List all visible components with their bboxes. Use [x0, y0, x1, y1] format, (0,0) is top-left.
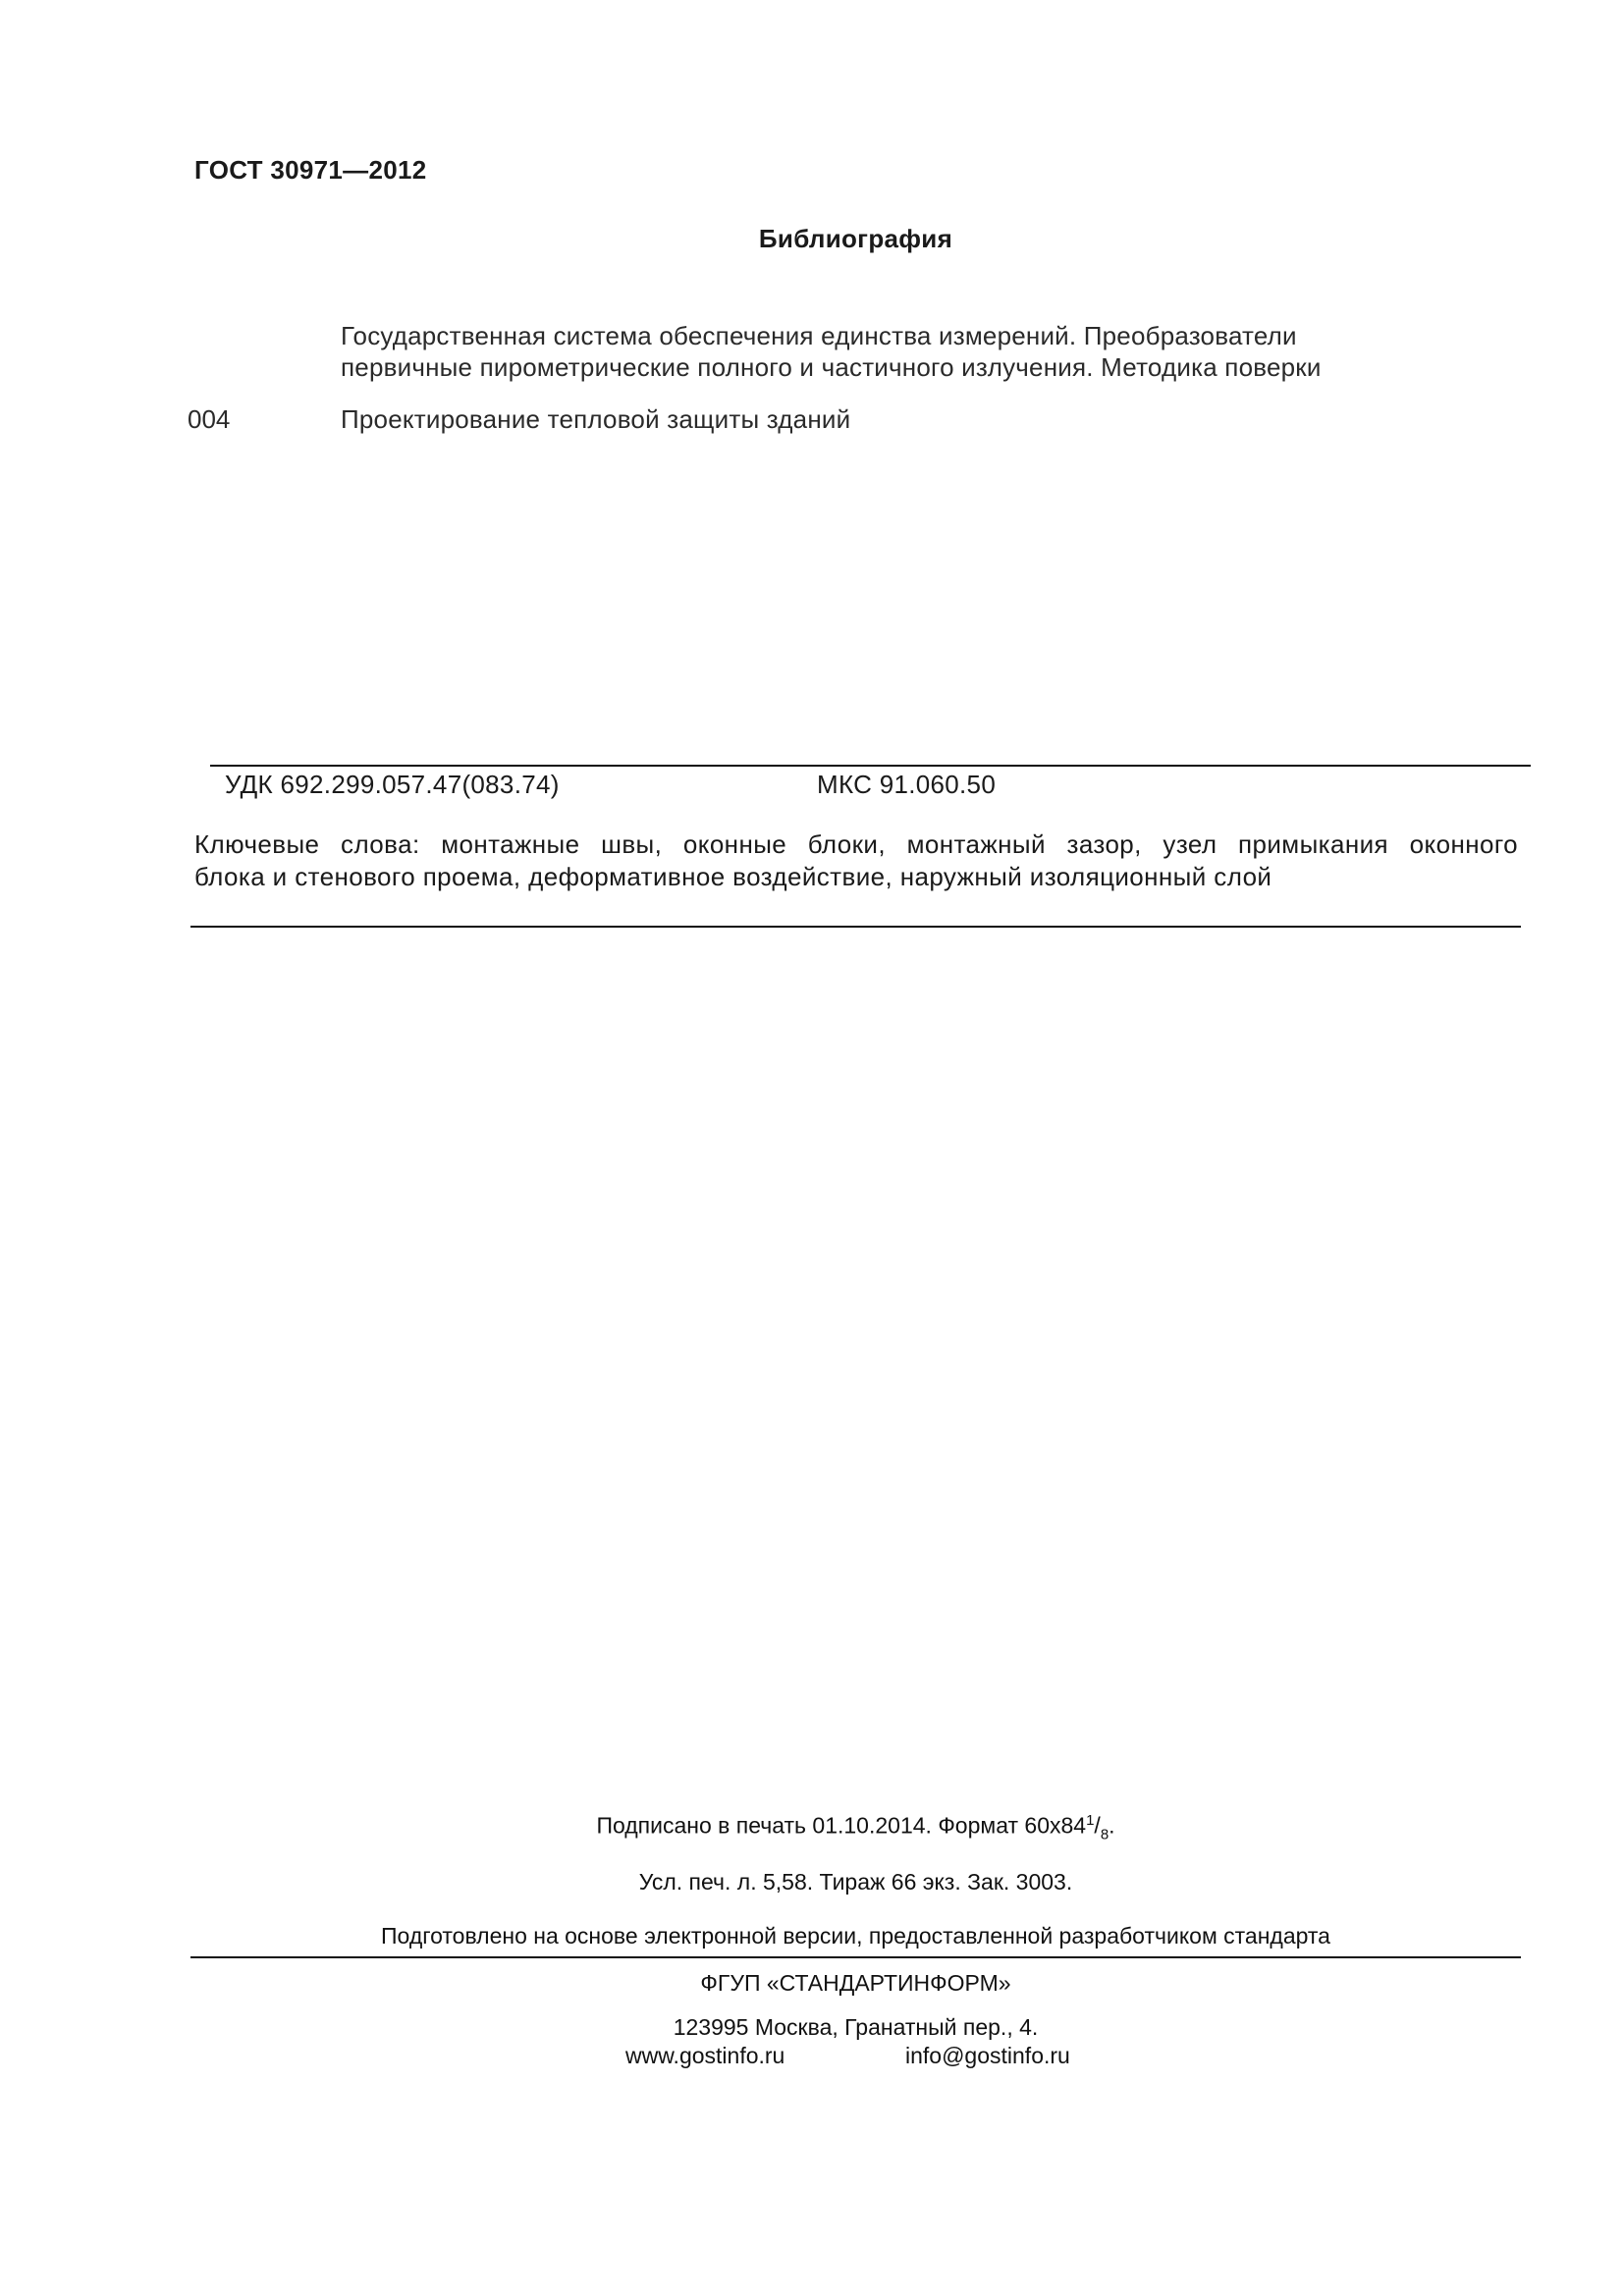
imprint-print-info: Усл. печ. л. 5,58. Тираж 66 экз. Зак. 3003. [638, 1869, 1073, 1895]
publisher-email[interactable]: info@gostinfo.ru [905, 2043, 1070, 2068]
classification-top-rule [210, 765, 1531, 767]
publisher-website[interactable]: www.gostinfo.ru [625, 2043, 785, 2068]
imprint-rule [190, 1956, 1521, 1958]
bibliography-title: Библиография [758, 224, 953, 253]
imprint-signed-text: Подписано в печать 01.10.2014. Формат 60x84 [596, 1812, 1087, 1839]
format-fraction-denominator: 8 [1100, 1826, 1109, 1843]
bibliography-entry-1-line-2: первичные пирометрические полного и частичного излучения. Методика поверки [341, 352, 1322, 382]
bibliography-entry-1-line-1: Государственная система обеспечения единства измерений. Преобразователи [341, 321, 1297, 350]
keywords-line-1: Ключевые слова: монтажные швы, оконные блоки, монтажный зазор, узел примыкания оконного [194, 829, 1518, 859]
publisher-name: ФГУП «СТАНДАРТИНФОРМ» [700, 1970, 1011, 1996]
keywords-line-2: блока и стенового проема, деформативное воздействие, наружный изоляционный слой [194, 862, 1272, 891]
format-fraction-numerator: 1 [1086, 1812, 1095, 1829]
document-id: ГОСТ 30971—2012 [194, 155, 427, 185]
imprint-signed-suffix: . [1109, 1812, 1115, 1839]
udk-code: УДК 692.299.057.47(083.74) [225, 770, 560, 799]
keywords-bottom-rule [190, 926, 1521, 928]
keywords-block [194, 828, 1518, 893]
imprint-signed: Подписано в печать 01.10.2014. Формат $60x84^1/_8$. [596, 1812, 1115, 1843]
mks-code: МКС 91.060.50 [817, 770, 997, 799]
imprint-prepared: Подготовлено на основе электронной версии, предоставленной разработчиком стандарта [381, 1923, 1330, 1949]
bibliography-entry-2-line-1: Проектирование тепловой защиты зданий [341, 404, 851, 434]
bibliography-entry-2-number: 004 [188, 404, 231, 434]
publisher-address: 123995 Москва, Гранатный пер., 4. [673, 2014, 1039, 2040]
